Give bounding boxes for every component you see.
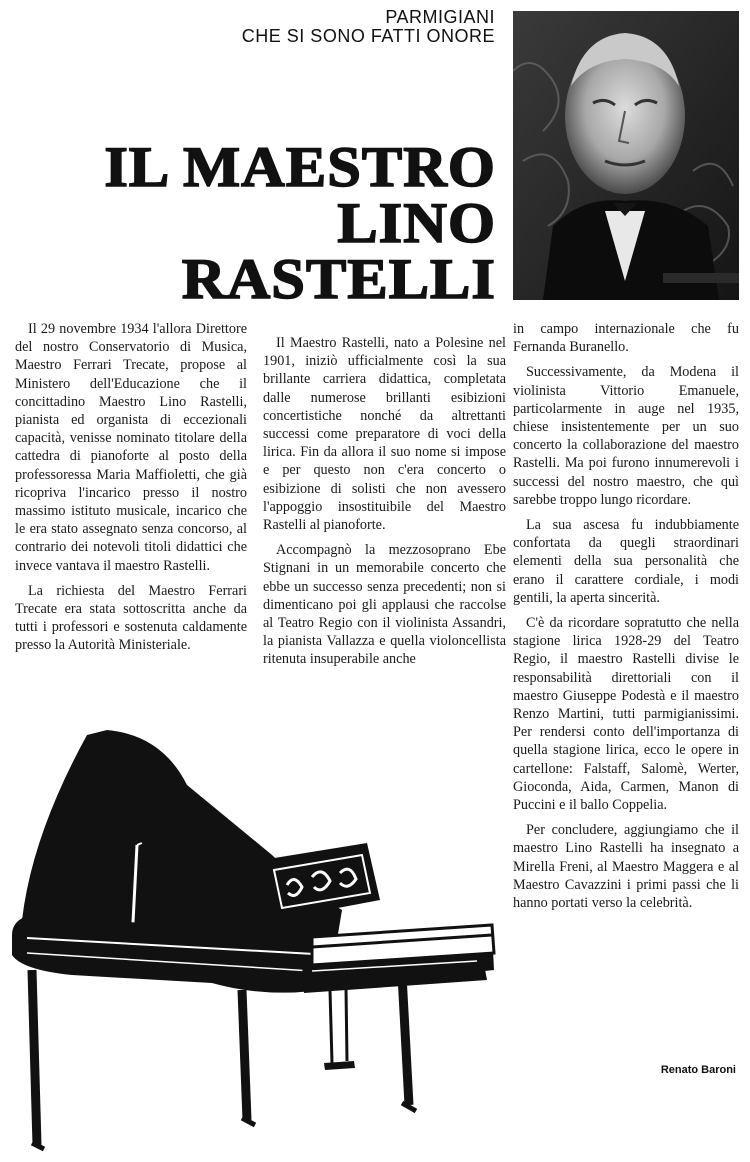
headline-line-1: IL MAESTRO	[104, 136, 496, 199]
paragraph: La richiesta del Maestro Ferrari Trecate era stata sottoscritta anche da tutti i professori e sostenuta caldamente presso la Autorità Ministeriale.	[15, 582, 247, 654]
section-kicker	[175, 8, 495, 46]
kicker-line-1: PARMIGIANI	[385, 7, 495, 27]
paragraph: Il 29 novembre 1934 l'allora Direttore del nostro Conservatorio di Musica, Maestro Ferrari Trecate, propose al Ministero dell'Educazione che il concittadino Maestro Lino Rastelli, pianista ed organista di eccezionali capacità, venisse nominato titolare della cattedra di pianoforte al posto della professoressa Maria Maffioletti, che già ricopriva l'incarico presso il nostro massimo istituto musicale, incarico che le era stato assegnato senza concorso, al contrario dei notevoli titoli didattici che invece vantava il maestro Rastelli.	[15, 321, 247, 574]
article-headline	[40, 136, 496, 311]
kicker-line-2: CHE SI SONO FATTI ONORE	[241, 26, 495, 46]
paragraph: C'è da ricordare sopratutto che nella stagione lirica 1928-29 del Teatro Regio, il maestro Rastelli divise le responsabilità direttoriali con il maestro Giuseppe Podestà e il maestro Renzo Martini, tutti parmigianissimi. Per rendersi conto dell'importanza di quella stagione lirica, ecco le opere in cartellone: Falstaff, Salomè, Werter, Gioconda, Aida, Carmen, Manon di Puccini e il ballo Coppelia.	[513, 615, 739, 814]
pedal-lyre	[324, 988, 355, 1070]
paragraph: Per concludere, aggiungiamo che il maestro Lino Rastelli ha insegnato a Mirella Freni, al Maestro Maggera e al Maestro Cavazzini i primi passi che li hanno portati verso la celebrità.	[513, 822, 739, 912]
grand-piano-illustration	[12, 725, 497, 1155]
headline-line-3: RASTELLI	[181, 248, 496, 311]
article-column-3	[513, 320, 739, 919]
paragraph: La sua ascesa fu indubbiamente confortata da quegli straordinari elementi della sua personalità che erano il carattere cordiale, i modi gentili, la aperta sincerità.	[513, 517, 739, 606]
paragraph: Il Maestro Rastelli, nato a Polesine nel 1901, iniziò ufficialmente così la sua brillante carriera didattica, completata dalle numerose brillanti esibizioni concertistiche nonché da altrettanti successi come preparatore di voci della lirica. Fin da allora il suo nome si impose e per questo non c'era concerto o esibizione di solisti che non avessero l'appoggio insostituibile del Maestro Rastelli al pianoforte.	[263, 335, 506, 534]
author-signature: Renato Baroni	[660, 1064, 736, 1076]
paragraph: in campo internazionale che fu Fernanda Buranello.	[513, 321, 739, 356]
headline-line-2: LINO	[337, 192, 496, 255]
article-column-2	[263, 334, 506, 676]
paragraph: Accompagnò la mezzosoprano Ebe Stignani in un memorabile concerto che ebbe un successo senza precedenti; non si dimenticano poi gli applausi che raccolse al Teatro Regio con il violinista Assandri, la pianista Vallazza e quella violoncellista ritenuta insuperabile anche	[263, 542, 506, 668]
music-stand	[262, 843, 380, 920]
article-column-1	[15, 320, 247, 662]
paragraph: Successivamente, da Modena il violinista Vittorio Emanuele, particolarmente in auge nel 1935, chiese insistentemente per un suo concerto la collaborazione del maestro Rastelli. Ma poi furono innumerevoli i successi del nostro maestro, che quì sarebbe troppo lungo ricordare.	[513, 364, 739, 508]
portrait-photo	[513, 11, 739, 300]
